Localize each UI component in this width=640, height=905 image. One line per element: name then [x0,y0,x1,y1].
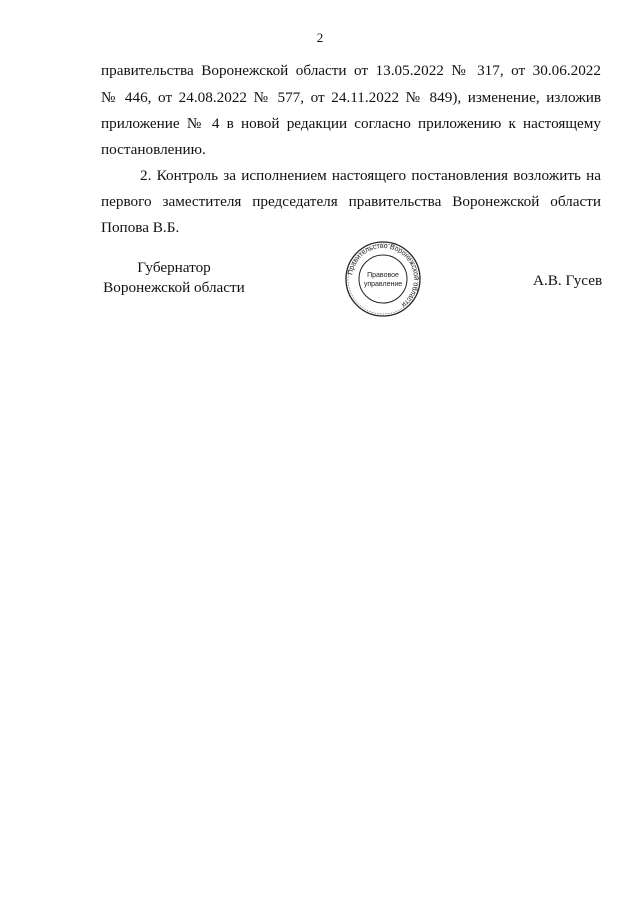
signatory-name: А.В. Гусев [533,272,603,289]
seal-graphic [343,239,423,319]
signatory-title-line-1: Губернатор [137,259,211,276]
seal-inner-line-2: управление [363,281,403,288]
paragraph-1-line-1: правительства Воронежской области от 13.05.2022 № 317, от 30.06.2022 [101,62,601,79]
paragraph-1-line-3: приложение № 4 в новой редакции согласно приложению к настоящему [101,115,601,132]
paragraph-2-line-2: первого заместителя председателя правительства Воронежской области [101,193,601,210]
seal-inner-ring [359,255,407,303]
page-number: 2 [316,30,324,45]
paragraph-2-line-3: Попова В.Б. [101,219,180,236]
paragraph-2-line-1: 2. Контроль за исполнением настоящего постановления возложить на [140,167,601,184]
signatory-title-line-2: Воронежской области [103,279,245,296]
paragraph-1-line-4: постановлению. [101,141,206,158]
official-seal-stamp [343,239,423,319]
paragraph-1-line-2: № 446, от 24.08.2022 № 577, от 24.11.2022 № 849), изменение, изложив [101,89,601,106]
seal-outer-text: Правительство Воронежской области [347,242,420,309]
signatory-title [101,258,247,298]
seal-inner-line-1: Правовое [367,272,399,279]
seal-outer-ring [346,242,420,316]
